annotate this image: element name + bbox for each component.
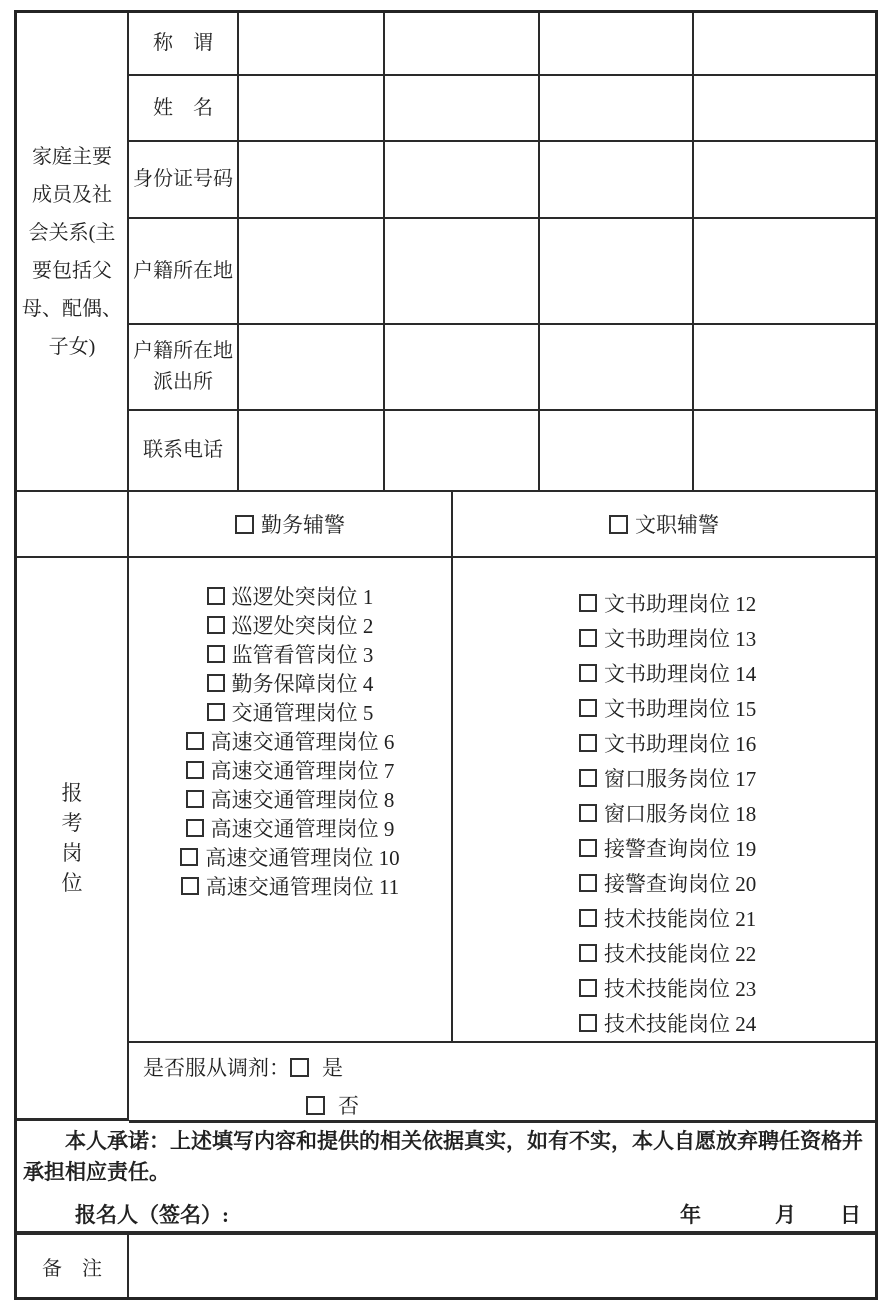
- application-form-table: [14, 10, 878, 1300]
- category-label: 勤务辅警: [261, 513, 345, 537]
- position-option[interactable]: [181, 871, 399, 900]
- adjustment-no-label: 否: [338, 1094, 359, 1118]
- checkbox-icon[interactable]: [579, 629, 597, 647]
- position-label: 技术技能岗位 23: [604, 976, 757, 1001]
- position-label: 技术技能岗位 24: [604, 1011, 757, 1036]
- adjustment-row: [129, 1043, 875, 1123]
- position-option[interactable]: [579, 585, 756, 620]
- family-data-cell[interactable]: [239, 219, 385, 325]
- checkbox-icon[interactable]: [180, 848, 198, 866]
- vertical-header-char: 报: [61, 781, 83, 805]
- family-data-cell[interactable]: [239, 142, 385, 219]
- family-section: [17, 13, 875, 492]
- position-option[interactable]: [207, 668, 374, 697]
- family-grid: [129, 13, 875, 492]
- signature-date: [680, 1199, 869, 1229]
- vertical-header-char: 岗: [61, 841, 83, 865]
- position-label: 高速交通管理岗位 11: [205, 874, 400, 899]
- commitment-section: [17, 1120, 875, 1233]
- positions-body: [129, 558, 875, 1120]
- category-option-duty-auxiliary[interactable]: [129, 492, 453, 558]
- positions-section-header: [17, 558, 129, 1120]
- position-label: 窗口服务岗位 17: [604, 766, 757, 791]
- family-section-header: [17, 13, 129, 492]
- position-option[interactable]: [186, 726, 395, 755]
- checkbox-icon[interactable]: [181, 877, 199, 895]
- position-option[interactable]: [180, 842, 399, 871]
- family-data-cell[interactable]: [694, 325, 875, 411]
- family-row-label-id-number: 身份证号码: [129, 142, 239, 219]
- checkbox-icon[interactable]: [579, 909, 597, 927]
- category-option-civilian-auxiliary[interactable]: [453, 492, 875, 558]
- position-option[interactable]: [579, 865, 756, 900]
- position-option[interactable]: [579, 830, 756, 865]
- family-data-cell[interactable]: [385, 411, 540, 492]
- position-label: 高速交通管理岗位 6: [210, 729, 395, 754]
- family-row-label-name: 姓 名: [129, 76, 239, 142]
- position-label: 技术技能岗位 22: [604, 941, 757, 966]
- checkbox-icon[interactable]: [579, 944, 597, 962]
- position-option[interactable]: [579, 970, 756, 1005]
- family-data-cell[interactable]: [694, 76, 875, 142]
- checkbox-icon[interactable]: [579, 664, 597, 682]
- position-option[interactable]: [186, 755, 395, 784]
- family-data-cell[interactable]: [385, 13, 540, 76]
- position-label: 勤务保障岗位 4: [231, 671, 374, 696]
- checkbox-icon[interactable]: [579, 874, 597, 892]
- adjustment-yes-label: 是: [322, 1056, 343, 1080]
- family-data-cell[interactable]: [239, 411, 385, 492]
- adjustment-label: 是否服从调剂：: [143, 1056, 290, 1080]
- date-day-label: 日: [840, 1203, 861, 1227]
- family-header-line: 要包括父: [32, 259, 112, 282]
- family-data-cell[interactable]: [694, 219, 875, 325]
- position-option[interactable]: [186, 813, 395, 842]
- family-data-cell[interactable]: [540, 325, 694, 411]
- checkbox-icon[interactable]: [609, 515, 628, 534]
- family-row-label-registered-residence: 户籍所在地: [129, 219, 239, 325]
- checkbox-icon[interactable]: [207, 703, 225, 721]
- family-data-cell[interactable]: [540, 13, 694, 76]
- family-data-cell[interactable]: [540, 142, 694, 219]
- position-label: 高速交通管理岗位 10: [205, 845, 400, 870]
- category-row: [17, 492, 875, 558]
- category-row-spacer-cell: [17, 492, 129, 558]
- position-list-civilian: [453, 558, 875, 1043]
- date-month-label: 月: [775, 1203, 796, 1227]
- remarks-label: 备 注: [17, 1235, 129, 1297]
- position-label: 巡逻处突岗位 2: [231, 613, 374, 638]
- checkbox-icon[interactable]: [579, 594, 597, 612]
- position-option[interactable]: [579, 655, 756, 690]
- checkbox-icon[interactable]: [186, 790, 204, 808]
- position-option[interactable]: [579, 690, 756, 725]
- family-header-line: 成员及社: [32, 183, 112, 206]
- category-label: 文职辅警: [635, 513, 719, 537]
- family-data-cell[interactable]: [385, 325, 540, 411]
- remarks-section: [17, 1233, 875, 1297]
- position-label: 技术技能岗位 21: [604, 906, 757, 931]
- position-option[interactable]: [207, 581, 374, 610]
- checkbox-icon[interactable]: [579, 804, 597, 822]
- position-option[interactable]: [579, 1005, 756, 1040]
- position-label: 高速交通管理岗位 7: [210, 758, 395, 783]
- checkbox-icon[interactable]: [579, 839, 597, 857]
- checkbox-icon[interactable]: [579, 734, 597, 752]
- family-row-label-phone: 联系电话: [129, 411, 239, 492]
- position-label: 文书助理岗位 16: [604, 731, 757, 756]
- checkbox-icon[interactable]: [579, 769, 597, 787]
- positions-section: [17, 558, 875, 1120]
- position-option[interactable]: [579, 935, 756, 970]
- signature-row: [23, 1199, 869, 1229]
- checkbox-icon[interactable]: [186, 732, 204, 750]
- position-option[interactable]: [579, 795, 756, 830]
- position-label: 文书助理岗位 13: [604, 626, 757, 651]
- family-data-cell[interactable]: [239, 13, 385, 76]
- family-row-label-title: 称 谓: [129, 13, 239, 76]
- family-header-line: 家庭主要: [32, 145, 112, 168]
- family-data-cell[interactable]: [694, 142, 875, 219]
- family-header-line: 母、配偶、: [22, 297, 122, 320]
- checkbox-icon[interactable]: [306, 1096, 325, 1115]
- family-header-line: 子女): [48, 335, 96, 358]
- checkbox-icon[interactable]: [207, 616, 225, 634]
- position-lists: [129, 558, 875, 1043]
- checkbox-icon[interactable]: [207, 645, 225, 663]
- position-option[interactable]: [207, 610, 374, 639]
- checkbox-icon[interactable]: [207, 674, 225, 692]
- remarks-data-cell[interactable]: [129, 1235, 875, 1297]
- signature-label[interactable]: 报名人（签名）:: [75, 1203, 229, 1227]
- position-option[interactable]: [186, 784, 395, 813]
- checkbox-icon[interactable]: [579, 1014, 597, 1032]
- checkbox-icon[interactable]: [579, 699, 597, 717]
- position-label: 监管看管岗位 3: [231, 642, 374, 667]
- family-data-cell[interactable]: [239, 76, 385, 142]
- position-label: 巡逻处突岗位 1: [231, 584, 374, 609]
- checkbox-icon[interactable]: [207, 587, 225, 605]
- family-data-cell[interactable]: [385, 219, 540, 325]
- family-data-cell[interactable]: [385, 142, 540, 219]
- family-data-cell[interactable]: [239, 325, 385, 411]
- position-list-duty: [129, 558, 453, 1043]
- date-year-label: 年: [680, 1203, 701, 1227]
- position-label: 高速交通管理岗位 9: [210, 816, 395, 841]
- position-label: 文书助理岗位 14: [604, 661, 757, 686]
- position-label: 文书助理岗位 15: [604, 696, 757, 721]
- family-header-line: 会关系(主: [28, 221, 116, 244]
- family-data-cell[interactable]: [540, 411, 694, 492]
- adjustment-line-no: [143, 1089, 875, 1121]
- commitment-text: 本人承诺：上述填写内容和提供的相关依据真实，如有不实，本人自愿放弃聘任资格并承担相应责任。: [23, 1129, 863, 1184]
- checkbox-icon[interactable]: [235, 515, 254, 534]
- family-data-cell[interactable]: [694, 411, 875, 492]
- checkbox-icon[interactable]: [186, 819, 204, 837]
- checkbox-icon[interactable]: [186, 761, 204, 779]
- family-data-cell[interactable]: [540, 76, 694, 142]
- position-label: 接警查询岗位 19: [604, 836, 757, 861]
- checkbox-icon[interactable]: [579, 979, 597, 997]
- vertical-header-char: 考: [61, 811, 83, 835]
- position-label: 文书助理岗位 12: [604, 591, 757, 616]
- family-data-cell[interactable]: [385, 76, 540, 142]
- position-option[interactable]: [579, 760, 756, 795]
- position-label: 窗口服务岗位 18: [604, 801, 757, 826]
- position-label: 接警查询岗位 20: [604, 871, 757, 896]
- family-data-cell[interactable]: [540, 219, 694, 325]
- position-option[interactable]: [207, 639, 374, 668]
- family-data-cell[interactable]: [694, 13, 875, 76]
- family-row-label-police-station: 户籍所在地 派出所: [129, 325, 239, 411]
- checkbox-icon[interactable]: [290, 1058, 309, 1077]
- position-option[interactable]: [579, 900, 756, 935]
- adjustment-line-yes: [143, 1051, 875, 1083]
- position-label: 交通管理岗位 5: [231, 700, 374, 725]
- position-option[interactable]: [579, 620, 756, 655]
- position-label: 高速交通管理岗位 8: [210, 787, 395, 812]
- vertical-header-char: 位: [61, 871, 83, 895]
- position-option[interactable]: [579, 725, 756, 760]
- position-option[interactable]: [207, 697, 374, 726]
